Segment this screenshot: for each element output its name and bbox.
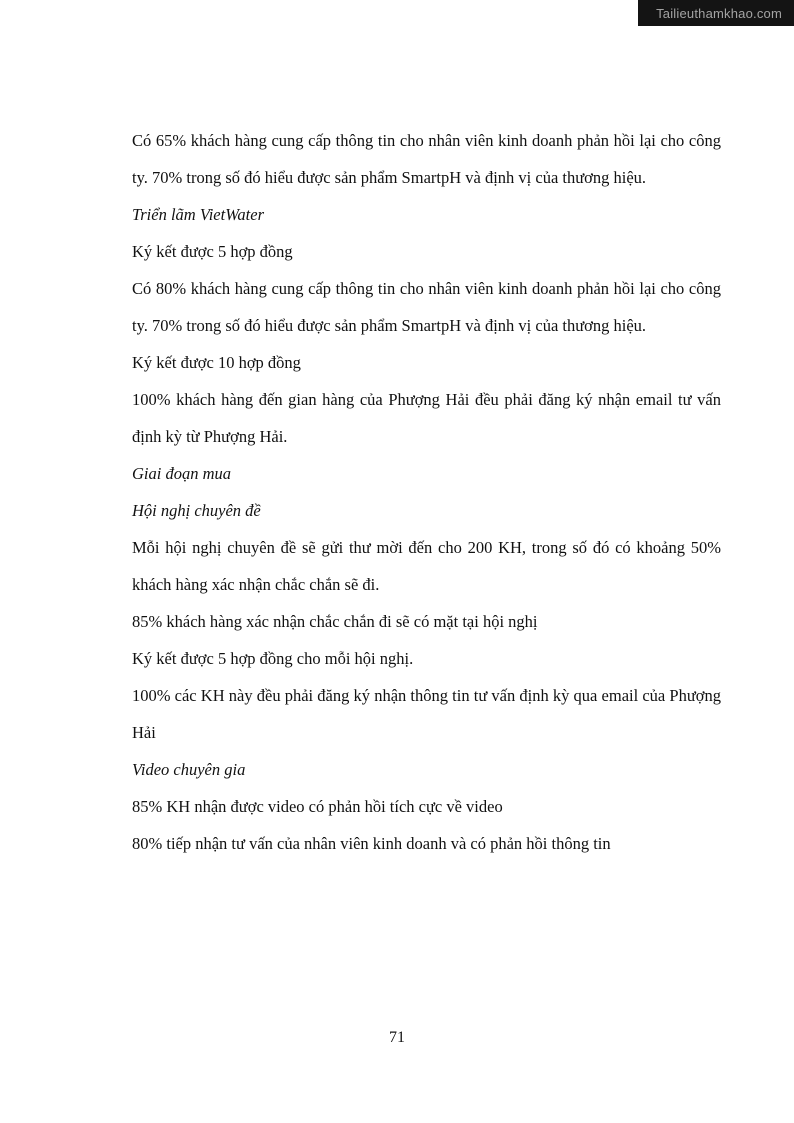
paragraph-13-heading: Video chuyên gia bbox=[132, 760, 246, 779]
paragraph-7-heading: Giai đoạn mua bbox=[132, 464, 231, 483]
paragraph-10: 85% khách hàng xác nhận chắc chắn đi sẽ có mặt tại hội nghị bbox=[132, 612, 538, 631]
paragraph-9: Mỗi hội nghị chuyên đề sẽ gửi thư mời đến cho 200 KH, trong số đó có khoảng 50% khách hàng xác nhận chắc chắn sẽ đi. bbox=[132, 538, 721, 594]
paragraph-11: Ký kết được 5 hợp đồng cho mỗi hội nghị. bbox=[132, 649, 414, 668]
paragraph-4: Có 80% khách hàng cung cấp thông tin cho nhân viên kinh doanh phản hồi lại cho công ty. 70% trong số đó hiểu được sản phẩm SmartpH và định vị của thương hiệu. bbox=[132, 279, 721, 335]
paragraph-1: Có 65% khách hàng cung cấp thông tin cho nhân viên kinh doanh phản hồi lại cho công ty. 70% trong số đó hiểu được sản phẩm SmartpH và định vị của thương hiệu. bbox=[132, 131, 721, 187]
paragraph-2-heading: Triển lãm VietWater bbox=[132, 205, 264, 224]
paragraph-15: 80% tiếp nhận tư vấn của nhân viên kinh doanh và có phản hồi thông tin bbox=[132, 834, 611, 853]
paragraph-12: 100% các KH này đều phải đăng ký nhận thông tin tư vấn định kỳ qua email của Phượng Hải bbox=[132, 686, 721, 742]
paragraph-5: Ký kết được 10 hợp đồng bbox=[132, 353, 301, 372]
paragraph-6: 100% khách hàng đến gian hàng của Phượng Hải đều phải đăng ký nhận email tư vấn định kỳ từ Phượng Hải. bbox=[132, 390, 721, 446]
paragraph-14: 85% KH nhận được video có phản hồi tích cực về video bbox=[132, 797, 503, 816]
document-body bbox=[132, 122, 721, 862]
paragraph-3: Ký kết được 5 hợp đồng bbox=[132, 242, 293, 261]
watermark-banner bbox=[638, 0, 794, 26]
page-number: 71 bbox=[389, 1029, 405, 1046]
paragraph-8-heading: Hội nghị chuyên đề bbox=[132, 501, 261, 520]
watermark-text: Tailieuthamkhao.com bbox=[656, 5, 782, 21]
